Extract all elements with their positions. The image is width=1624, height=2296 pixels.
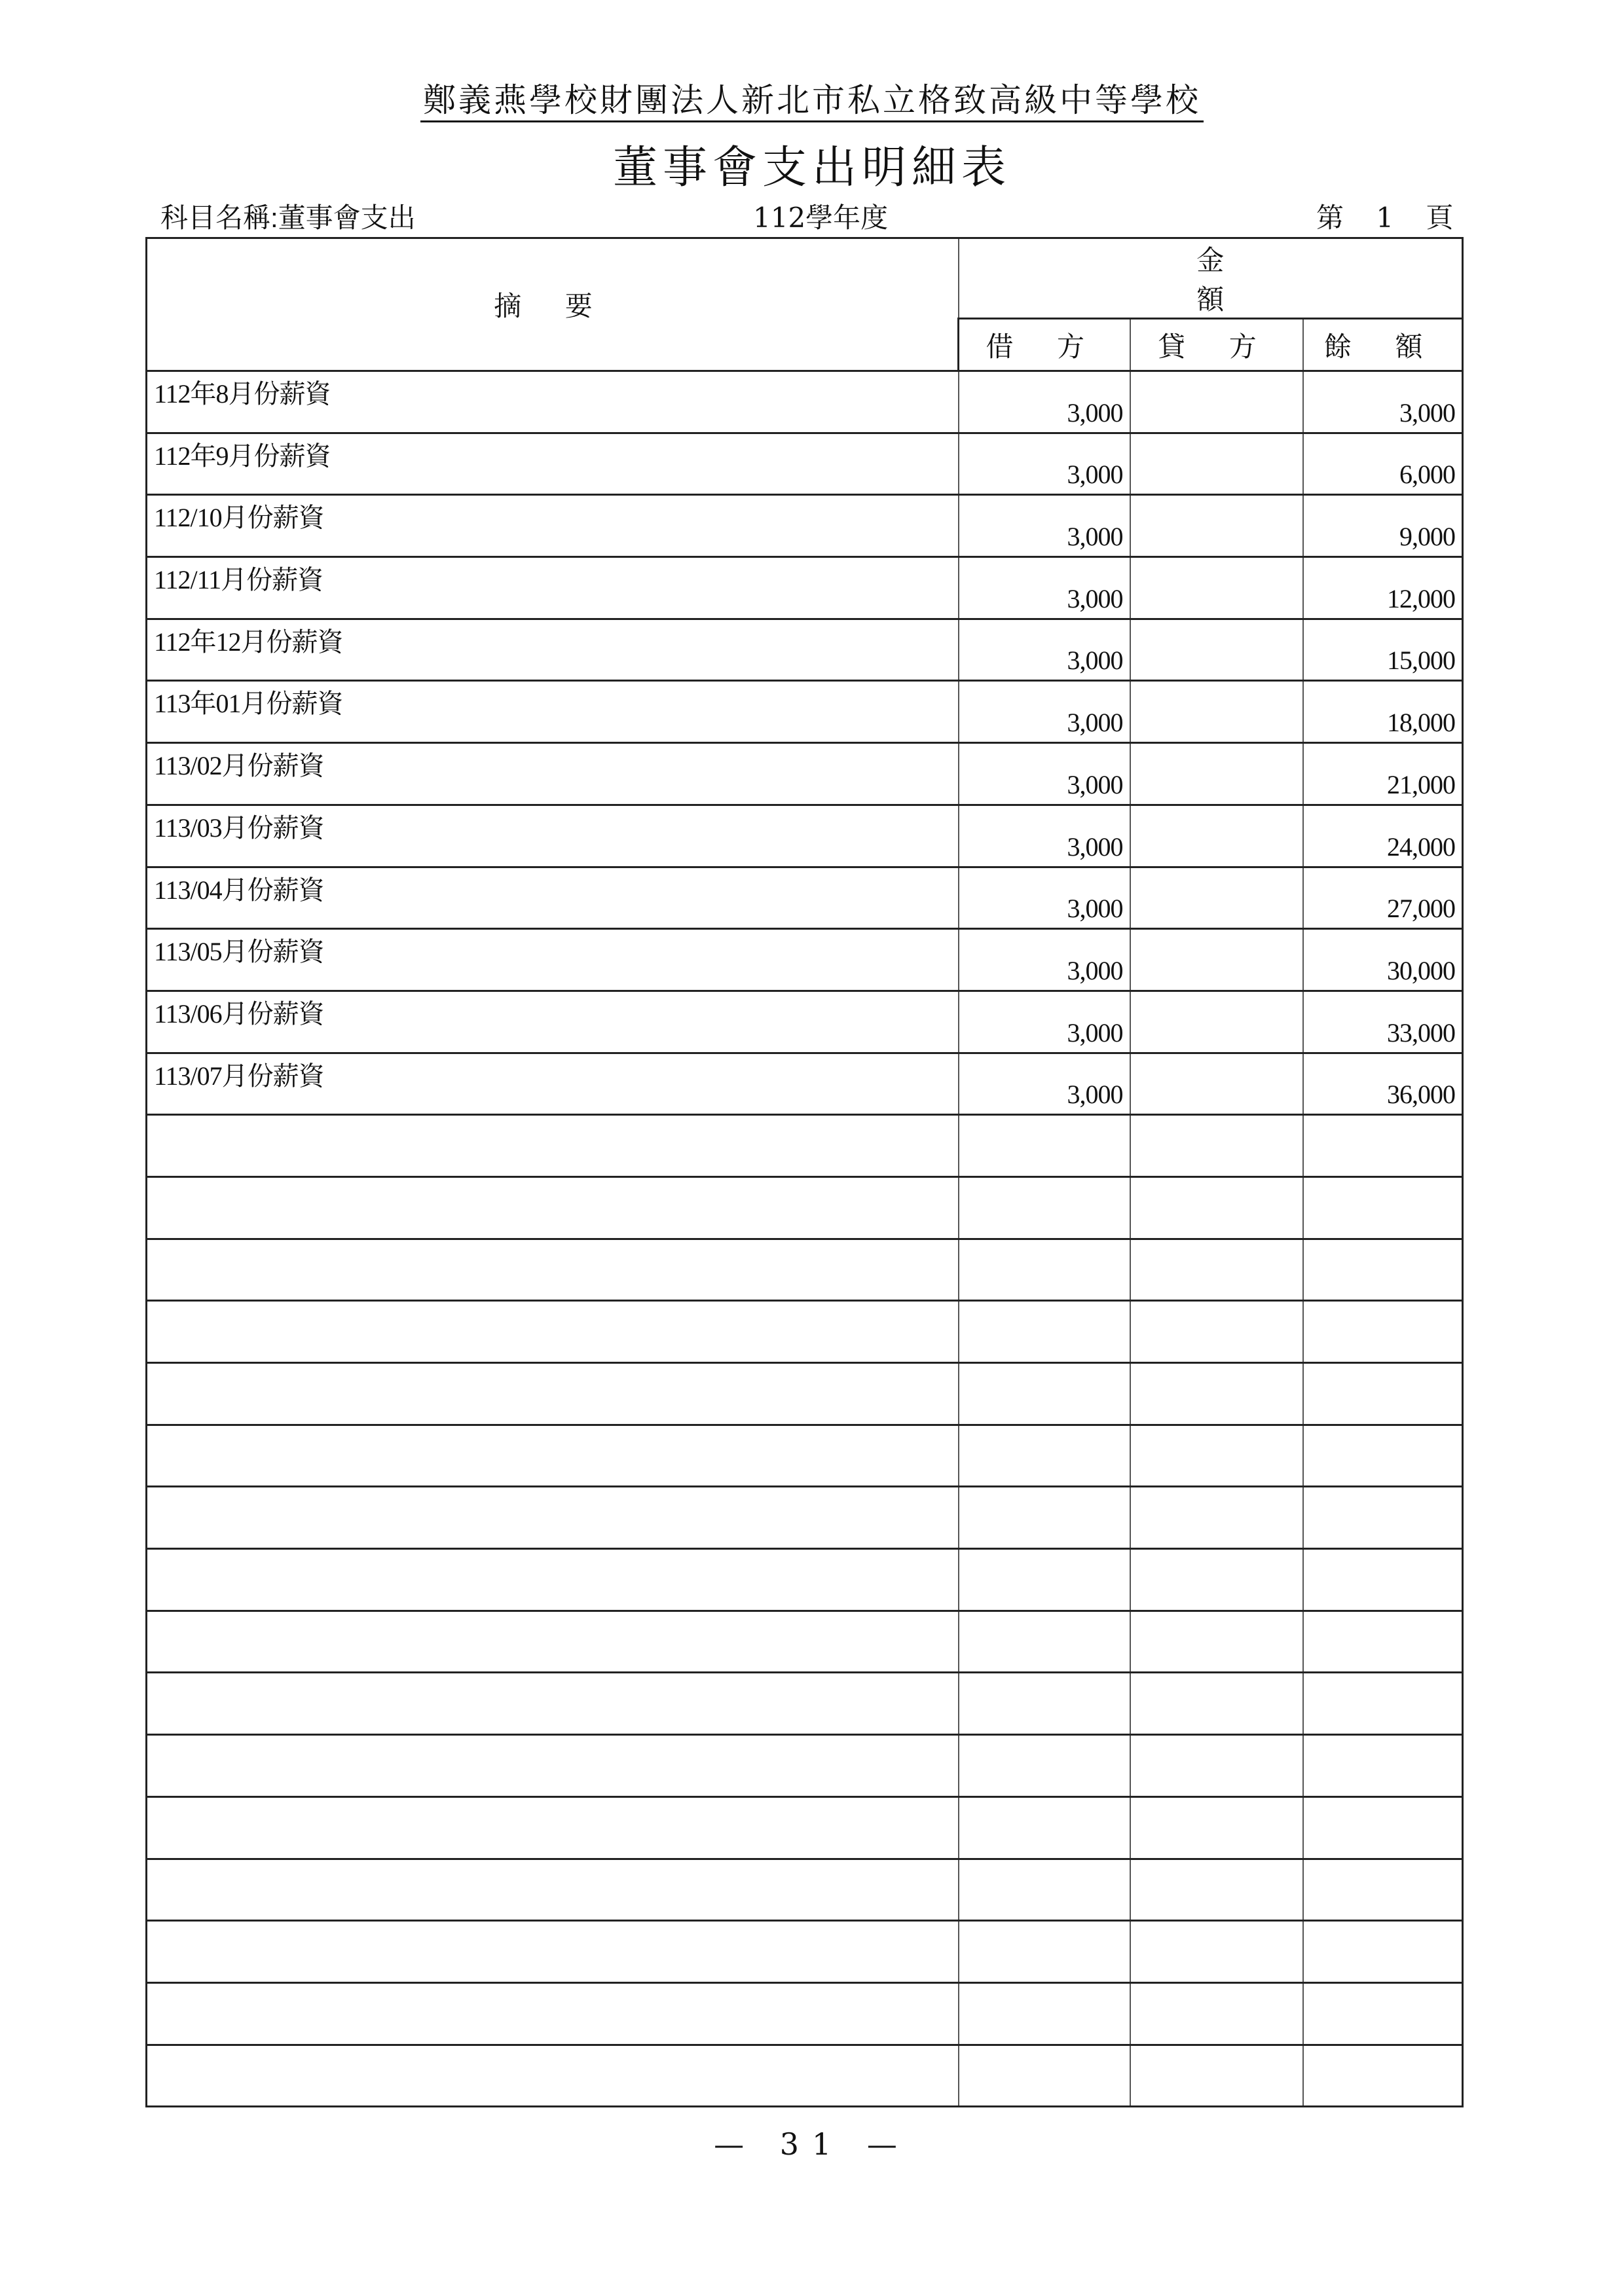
table-row (147, 433, 1463, 495)
row-summary (147, 1549, 959, 1611)
row-balance (1303, 495, 1463, 557)
row-credit (1130, 1673, 1303, 1735)
row-summary-text: 112/10月份薪資 (154, 503, 324, 533)
row-debit (959, 1921, 1130, 1983)
row-credit (1130, 1301, 1303, 1363)
row-summary (147, 1796, 959, 1859)
row-credit (1130, 371, 1303, 433)
row-balance (1303, 1549, 1463, 1611)
row-summary (147, 1859, 959, 1921)
empty-table-row (147, 1549, 1463, 1611)
row-debit (959, 1673, 1130, 1735)
organization-name-text: 鄭義燕學校財團法人新北市私立格致高級中等學校 (420, 81, 1204, 122)
row-debit (959, 1796, 1130, 1859)
row-credit (1130, 929, 1303, 991)
row-debit (959, 1611, 1130, 1673)
row-credit (1130, 619, 1303, 681)
empty-table-row (147, 1363, 1463, 1425)
row-debit (959, 1425, 1130, 1487)
row-credit (1130, 495, 1303, 557)
row-balance (1303, 1115, 1463, 1177)
empty-table-row (147, 1859, 1463, 1921)
row-summary (147, 1673, 959, 1735)
row-debit (959, 1487, 1130, 1549)
row-debit-text: 3,000 (1067, 831, 1123, 862)
row-balance (1303, 1921, 1463, 1983)
row-summary (147, 619, 959, 681)
row-debit-text: 3,000 (1067, 708, 1123, 738)
row-credit (1130, 1115, 1303, 1177)
table-row (147, 557, 1463, 619)
row-balance (1303, 1611, 1463, 1673)
row-debit (959, 1176, 1130, 1239)
row-balance (1303, 1053, 1463, 1115)
row-summary (147, 1487, 959, 1549)
row-debit (959, 557, 1130, 619)
row-balance-text: 30,000 (1387, 955, 1456, 985)
row-summary-text: 112/11月份薪資 (154, 565, 323, 595)
empty-table-row (147, 1301, 1463, 1363)
row-debit-text: 3,000 (1067, 1017, 1123, 1048)
header-summary: 摘 要 (147, 238, 959, 371)
row-balance-text: 21,000 (1387, 769, 1456, 799)
row-summary-text: 113/03月份薪資 (154, 812, 324, 843)
empty-table-row (147, 1735, 1463, 1797)
row-summary (147, 495, 959, 557)
row-debit-text: 3,000 (1067, 1080, 1123, 1110)
row-summary (147, 1239, 959, 1301)
row-credit (1130, 867, 1303, 929)
empty-table-row (147, 1673, 1463, 1735)
row-debit-text: 3,000 (1067, 769, 1123, 799)
row-balance (1303, 1239, 1463, 1301)
empty-table-row (147, 1487, 1463, 1549)
row-summary-text: 113/04月份薪資 (154, 875, 324, 905)
row-balance (1303, 619, 1463, 681)
ledger-header (147, 238, 1463, 371)
row-balance (1303, 433, 1463, 495)
header-balance: 餘 額 (1303, 319, 1463, 371)
table-row (147, 619, 1463, 681)
page-number: — 31 — (714, 2126, 910, 2162)
row-balance (1303, 1735, 1463, 1797)
row-balance (1303, 2045, 1463, 2107)
row-summary (147, 371, 959, 433)
header-credit: 貸 方 (1130, 319, 1303, 371)
row-balance (1303, 1487, 1463, 1549)
row-summary (147, 1982, 959, 2045)
header-debit: 借 方 (959, 319, 1130, 371)
empty-table-row (147, 1982, 1463, 2045)
row-debit (959, 681, 1130, 743)
row-debit (959, 2045, 1130, 2107)
table-row (147, 371, 1463, 433)
table-row (147, 991, 1463, 1053)
row-debit (959, 619, 1130, 681)
row-summary-text: 113年01月份薪資 (154, 689, 343, 719)
row-summary (147, 1921, 959, 1983)
empty-table-row (147, 2045, 1463, 2107)
empty-table-row (147, 1239, 1463, 1301)
table-row (147, 1053, 1463, 1115)
row-summary (147, 681, 959, 743)
table-row (147, 495, 1463, 557)
row-credit (1130, 557, 1303, 619)
row-debit-text: 3,000 (1067, 522, 1123, 552)
row-balance (1303, 1301, 1463, 1363)
row-debit (959, 1982, 1130, 2045)
row-summary-text: 113/02月份薪資 (154, 751, 324, 781)
row-balance (1303, 1673, 1463, 1735)
organization-name (0, 77, 1624, 123)
row-balance-text: 33,000 (1387, 1017, 1456, 1048)
row-debit (959, 1363, 1130, 1425)
row-summary-text: 112年12月份薪資 (154, 627, 343, 657)
empty-table-row (147, 1921, 1463, 1983)
table-row (147, 867, 1463, 929)
row-credit (1130, 1735, 1303, 1797)
row-summary-text: 113/07月份薪資 (154, 1061, 324, 1091)
row-summary (147, 1363, 959, 1425)
row-credit (1130, 1859, 1303, 1921)
row-balance-text: 3,000 (1399, 397, 1456, 428)
empty-table-row (147, 1115, 1463, 1177)
row-balance (1303, 1363, 1463, 1425)
row-balance (1303, 557, 1463, 619)
row-balance (1303, 929, 1463, 991)
row-credit (1130, 1487, 1303, 1549)
row-balance-text: 27,000 (1387, 894, 1456, 924)
row-balance (1303, 805, 1463, 867)
table-row (147, 929, 1463, 991)
row-credit (1130, 1549, 1303, 1611)
row-summary (147, 1735, 959, 1797)
row-credit (1130, 433, 1303, 495)
document-title: 董事會支出明細表 (612, 142, 1011, 194)
row-debit (959, 495, 1130, 557)
row-summary (147, 1301, 959, 1363)
row-debit (959, 1735, 1130, 1797)
row-debit (959, 867, 1130, 929)
empty-table-row (147, 1176, 1463, 1239)
row-balance (1303, 1982, 1463, 2045)
row-balance (1303, 991, 1463, 1053)
row-summary-text: 113/06月份薪資 (154, 998, 324, 1029)
row-credit (1130, 1796, 1303, 1859)
row-debit-text: 3,000 (1067, 646, 1123, 676)
row-summary (147, 743, 959, 805)
row-debit (959, 1115, 1130, 1177)
empty-table-row (147, 1796, 1463, 1859)
row-balance (1303, 681, 1463, 743)
row-debit (959, 1053, 1130, 1115)
row-credit (1130, 1425, 1303, 1487)
row-balance-text: 12,000 (1387, 583, 1456, 613)
table-row (147, 743, 1463, 805)
header-amount: 金 額 (959, 238, 1463, 319)
row-debit (959, 991, 1130, 1053)
row-balance-text: 15,000 (1387, 646, 1456, 676)
ledger-body (147, 371, 1463, 2107)
row-debit-text: 3,000 (1067, 460, 1123, 490)
row-credit (1130, 991, 1303, 1053)
row-balance (1303, 743, 1463, 805)
page-label: 第 1 頁 (1316, 202, 1466, 234)
row-summary (147, 1611, 959, 1673)
row-debit-text: 3,000 (1067, 583, 1123, 613)
row-balance (1303, 1859, 1463, 1921)
table-row (147, 681, 1463, 743)
row-summary-text: 112年9月份薪資 (154, 441, 331, 471)
row-balance-text: 18,000 (1387, 708, 1456, 738)
row-debit-text: 3,000 (1067, 397, 1123, 428)
row-debit (959, 1549, 1130, 1611)
row-balance-text: 24,000 (1387, 831, 1456, 862)
row-debit (959, 805, 1130, 867)
empty-table-row (147, 1611, 1463, 1673)
row-debit (959, 1859, 1130, 1921)
row-summary (147, 867, 959, 929)
row-debit (959, 1301, 1130, 1363)
row-balance (1303, 1425, 1463, 1487)
row-debit-text: 3,000 (1067, 955, 1123, 985)
row-credit (1130, 743, 1303, 805)
row-credit (1130, 1239, 1303, 1301)
row-debit (959, 1239, 1130, 1301)
row-summary (147, 929, 959, 991)
row-credit (1130, 1982, 1303, 2045)
row-summary-text: 112年8月份薪資 (154, 379, 331, 409)
row-summary (147, 1425, 959, 1487)
table-row (147, 805, 1463, 867)
row-summary (147, 433, 959, 495)
row-balance (1303, 1796, 1463, 1859)
row-balance-text: 36,000 (1387, 1080, 1456, 1110)
row-summary (147, 1176, 959, 1239)
row-debit (959, 371, 1130, 433)
row-balance (1303, 867, 1463, 929)
row-summary (147, 2045, 959, 2107)
row-credit (1130, 681, 1303, 743)
row-credit (1130, 1053, 1303, 1115)
row-balance-text: 9,000 (1399, 522, 1456, 552)
row-debit-text: 3,000 (1067, 894, 1123, 924)
row-credit (1130, 2045, 1303, 2107)
row-credit (1130, 1363, 1303, 1425)
row-credit (1130, 1611, 1303, 1673)
subject-label: 科目名稱:董事會支出 (160, 202, 416, 233)
row-balance (1303, 371, 1463, 433)
row-balance (1303, 1176, 1463, 1239)
row-summary (147, 1115, 959, 1177)
row-debit (959, 743, 1130, 805)
row-debit (959, 929, 1130, 991)
header-row-top (147, 238, 1463, 319)
row-summary (147, 1053, 959, 1115)
row-summary (147, 557, 959, 619)
row-credit (1130, 805, 1303, 867)
row-credit (1130, 1921, 1303, 1983)
empty-table-row (147, 1425, 1463, 1487)
row-debit (959, 433, 1130, 495)
row-credit (1130, 1176, 1303, 1239)
row-summary-text: 113/05月份薪資 (154, 937, 324, 967)
school-year: 112學年度 (753, 202, 889, 234)
row-summary (147, 991, 959, 1053)
row-balance-text: 6,000 (1399, 460, 1456, 490)
row-summary (147, 805, 959, 867)
ledger-table (145, 237, 1464, 2107)
